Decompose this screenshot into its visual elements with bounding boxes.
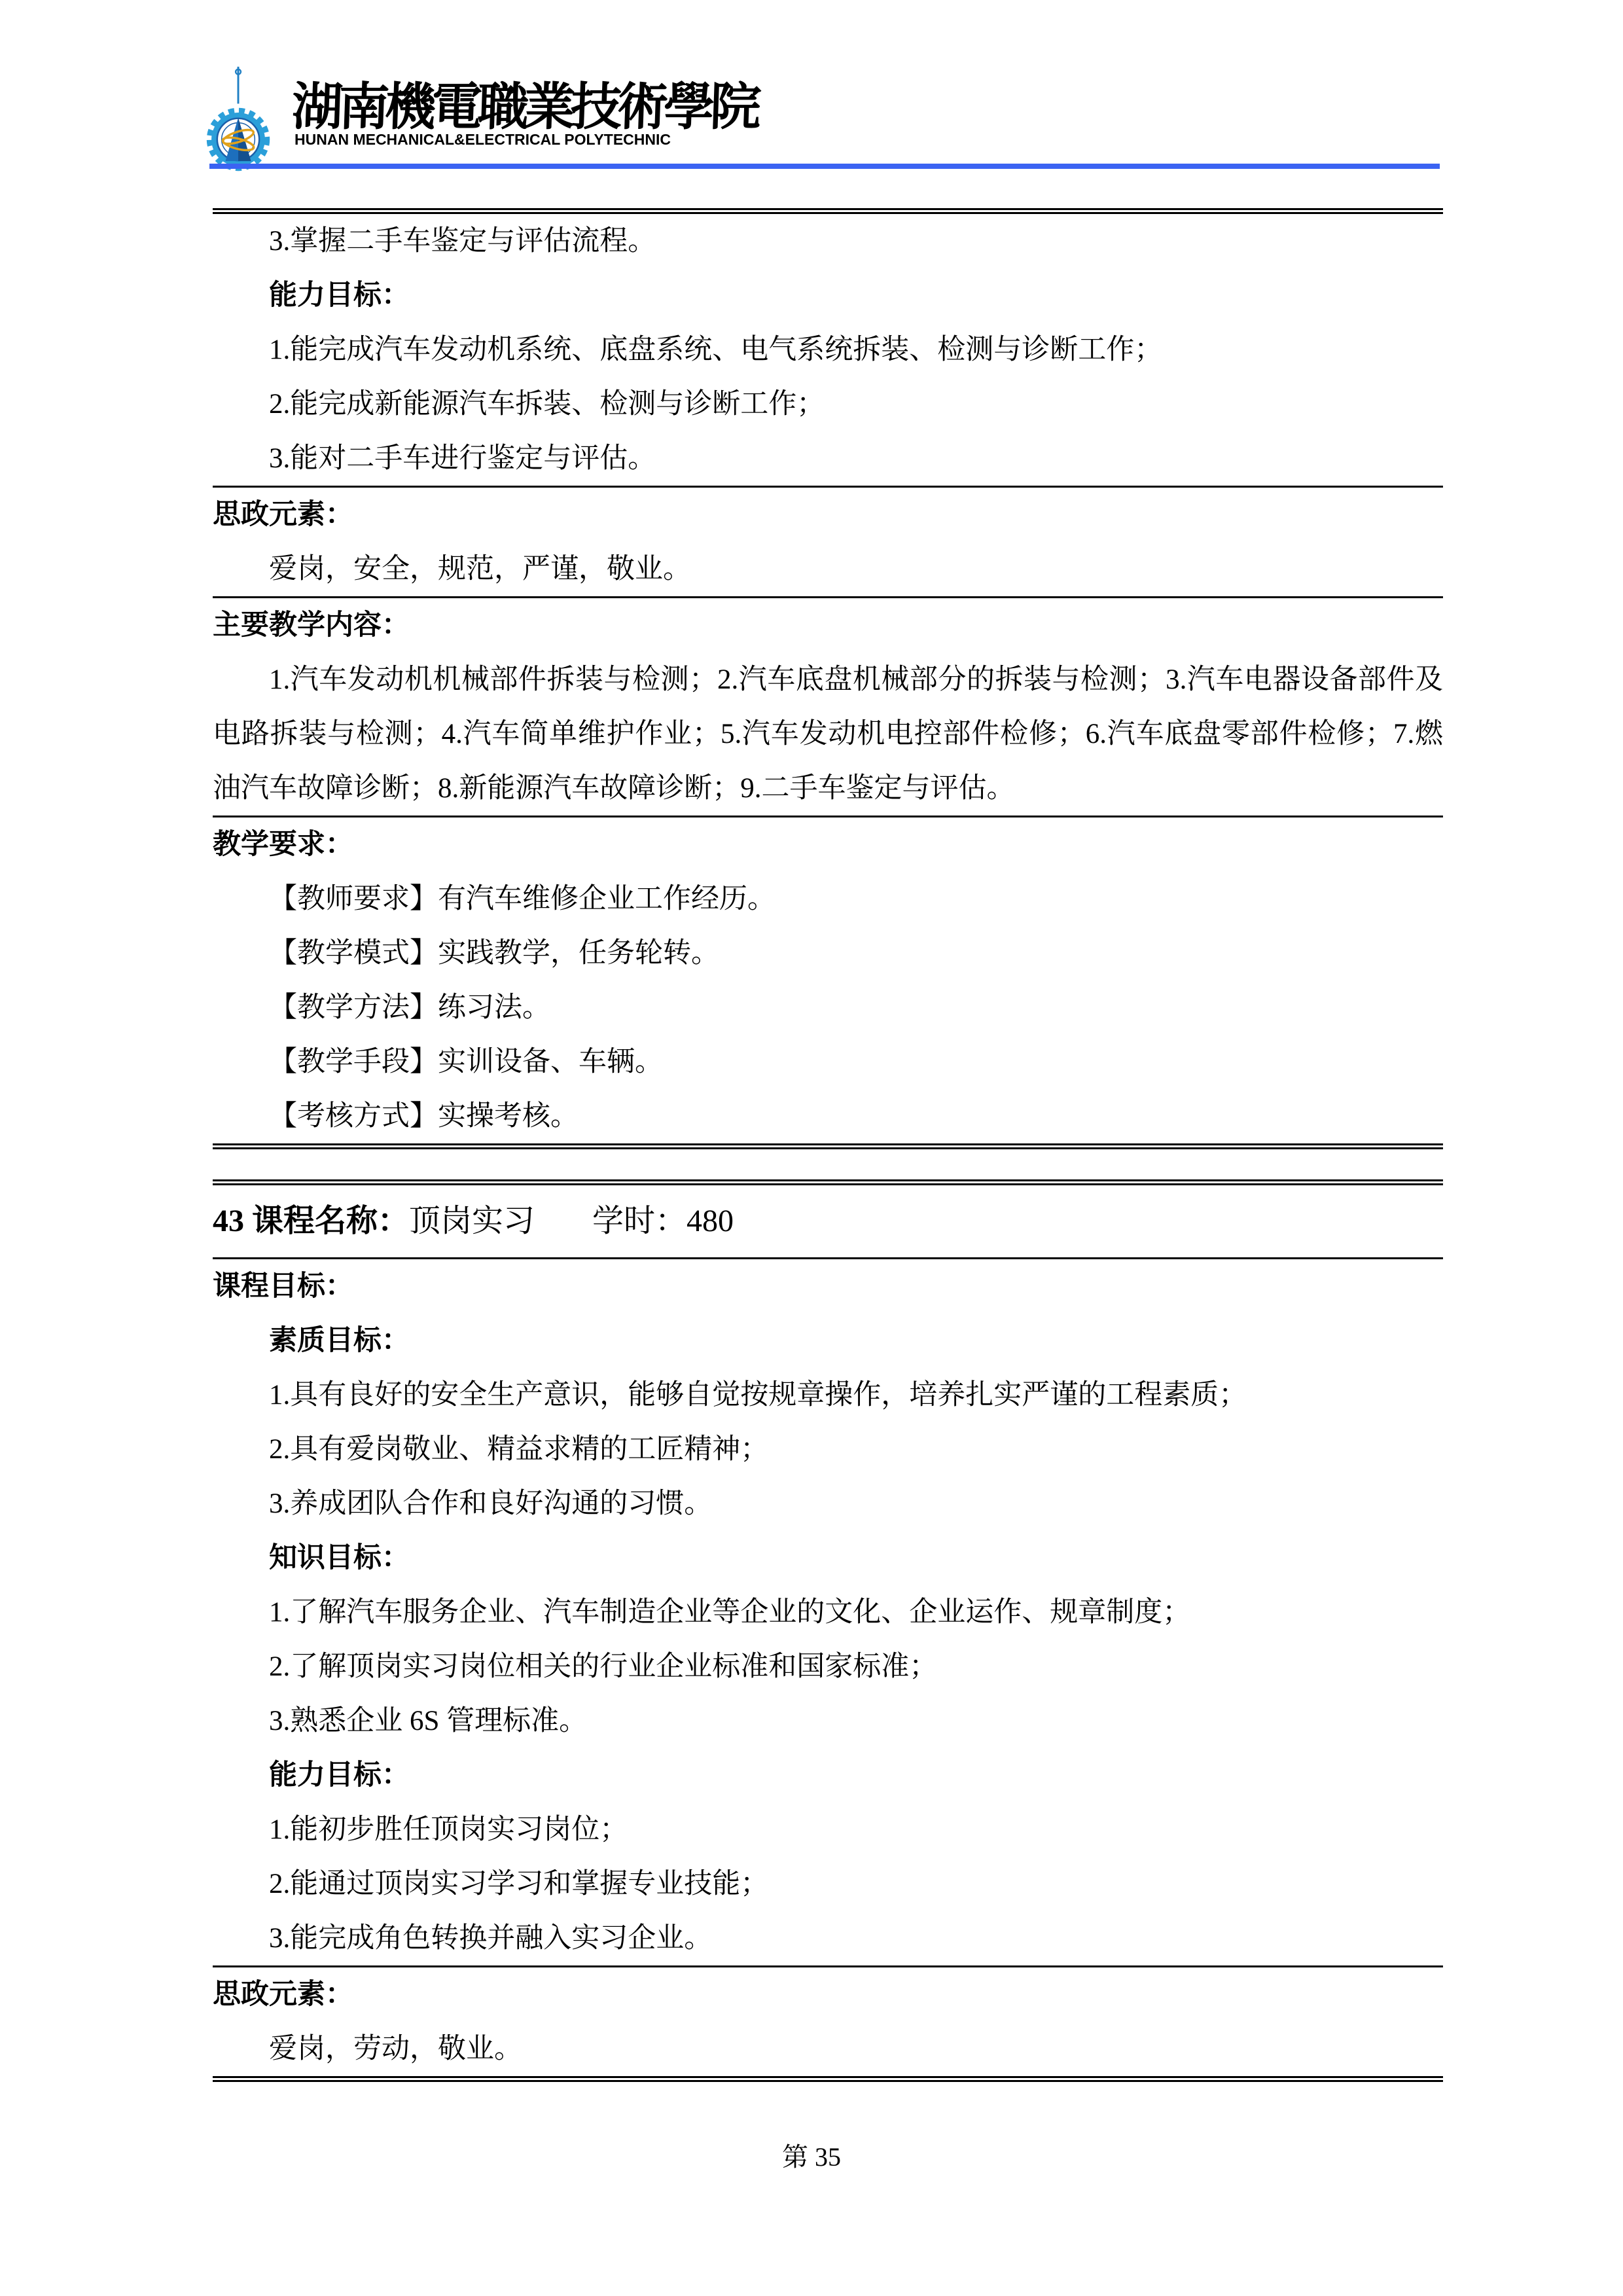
school-name-english: HUNAN MECHANICAL&ELECTRICAL POLYTECHNIC [294,131,671,148]
page-number: 第 35 [782,2142,841,2172]
requirement-item: 【教学模式】实践教学，任务轮转。 [269,938,719,969]
requirement-item: 【教学方法】练习法。 [269,992,550,1023]
quality-item: 3.养成团队合作和良好沟通的习惯。 [269,1488,713,1519]
header-divider [209,164,1440,169]
school-name: 湖南機電職業技術學院 [291,79,758,135]
ability-item: 1.能完成汽车发动机系统、底盘系统、电气系统拆装、检测与诊断工作； [269,334,1163,365]
ideology-row [213,1967,1443,2076]
course-42-section [213,208,1443,1149]
course-heading-row [213,1185,1443,1259]
knowledge-item: 3.掌握二手车鉴定与评估流程。 [269,226,656,257]
ability-item: 2.能完成新能源汽车拆装、检测与诊断工作； [269,389,825,420]
course-43-section [213,1179,1443,2082]
knowledge-item: 3.熟悉企业 6S 管理标准。 [269,1706,588,1736]
ideology-label: 思政元素： [213,499,353,530]
course-objectives-row [213,1259,1443,1967]
ability-label: 能力目标： [269,280,410,311]
course-title: 顶岗实习 [409,1204,535,1238]
ideology-text: 爱岗，安全，规范，严谨，敬业。 [269,554,691,584]
knowledge-label: 知识目标： [269,1543,410,1573]
ability-item: 1.能初步胜任顶岗实习岗位； [269,1814,628,1845]
knowledge-item: 1.了解汽车服务企业、汽车制造企业等企业的文化、企业运作、规章制度； [269,1597,1191,1628]
course-objectives-label: 课程目标： [213,1271,353,1302]
knowledge-item: 2.了解顶岗实习岗位相关的行业企业标准和国家标准； [269,1651,938,1682]
requirement-item: 【教师要求】有汽车维修企业工作经历。 [269,884,776,914]
ability-item: 3.能对二手车进行鉴定与评估。 [269,443,656,474]
quality-item: 2.具有爱岗敬业、精益求精的工匠精神； [269,1434,769,1465]
course-hours: 学时：480 [592,1204,734,1238]
quality-label: 素质目标： [269,1325,410,1356]
objectives-row [213,214,1443,488]
teaching-requirements-row [213,817,1443,1143]
ideology-label: 思政元素： [213,1979,353,2010]
teaching-content-text: 1.汽车发动机机械部件拆装与检测；2.汽车底盘机械部分的拆装与检测；3.汽车电器设备部件及电路拆装与检测；4.汽车简单维护作业；5.汽车发动机电控部件检修；6.汽车底盘零部件检修；7.燃油汽车故障诊断；8.新能源汽车故障诊断；9.二手车鉴定与评估。 [213,664,1443,804]
teaching-content-label: 主要教学内容： [213,610,410,641]
ideology-row [213,488,1443,598]
requirement-item: 【教学手段】实训设备、车辆。 [269,1047,663,1077]
ability-item: 3.能完成角色转换并融入实习企业。 [269,1923,713,1954]
school-logo-icon [205,64,271,188]
quality-item: 1.具有良好的安全生产意识，能够自觉按规章操作，培养扎实严谨的工程素质； [269,1380,1247,1410]
ideology-text: 爱岗，劳动，敬业。 [269,2034,522,2064]
requirement-item: 【考核方式】实操考核。 [269,1101,579,1132]
ability-item: 2.能通过顶岗实习学习和掌握专业技能； [269,1869,769,1899]
page-body [213,208,1443,2082]
course-number-label: 43 课程名称： [213,1204,410,1238]
ability-label: 能力目标： [269,1760,410,1791]
teaching-requirements-label: 教学要求： [213,829,353,860]
teaching-content-row [213,598,1443,817]
